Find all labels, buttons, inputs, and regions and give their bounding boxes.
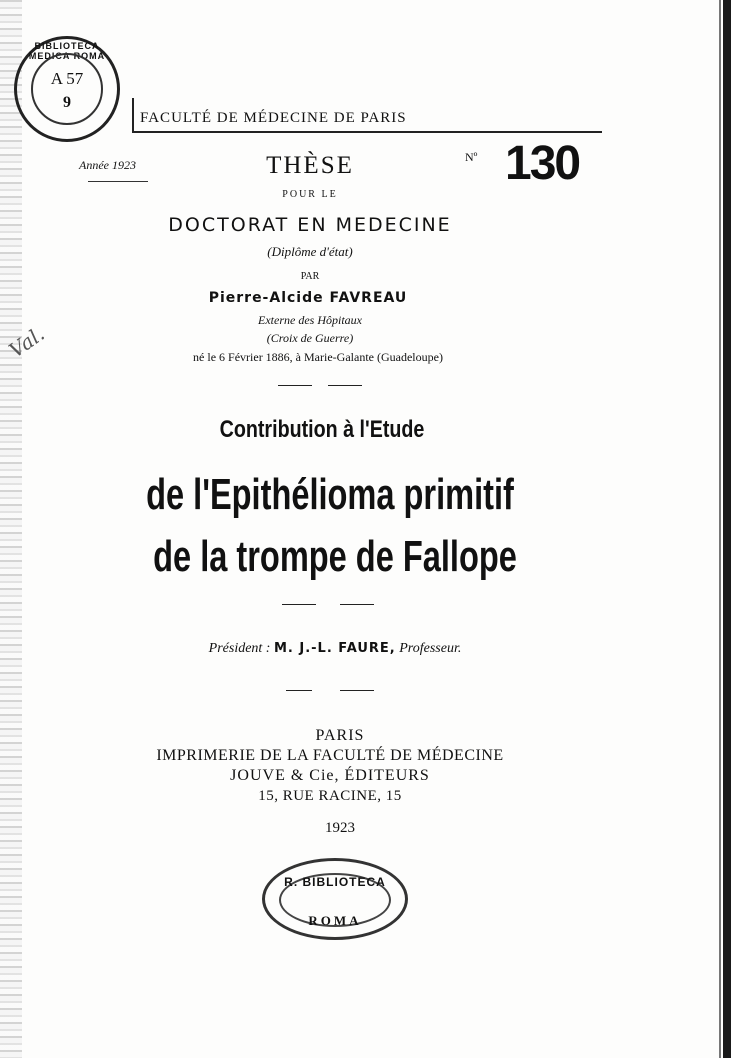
stamp-ring-text: BIBLIOTECA MEDICA ROMA (28, 41, 106, 61)
degree-title: DOCTORAT EN MEDECINE (168, 214, 452, 236)
degree-subtitle: (Diplôme d'état) (267, 244, 353, 259)
president-name: M. J.-L. FAURE, (273, 641, 396, 656)
thesis-number: 130 (505, 137, 580, 190)
stamp-city: ROMA (308, 913, 362, 928)
president-role: Professeur. (399, 641, 462, 656)
publisher-printer: IMPRIMERIE DE LA FACULTÉ DE MÉDECINE (156, 747, 504, 764)
library-stamp-top (14, 36, 120, 142)
author-birth: né le 6 Février 1886, à Marie-Galante (Guadeloupe) (193, 350, 443, 364)
stamp-inner-ring (31, 53, 103, 125)
these-heading: THÈSE (266, 152, 354, 179)
stamp-ring-text: R. BIBLIOTECA (284, 875, 386, 889)
president-label: Président : (208, 641, 271, 656)
separator-dash (340, 604, 374, 605)
library-stamp-bottom (262, 858, 408, 940)
page-edge-right (723, 0, 731, 1058)
publisher-editors: JOUVE & Cie, ÉDITEURS (230, 767, 430, 784)
handwritten-marginalia: Val. (4, 321, 49, 363)
separator-dash (282, 604, 316, 605)
faculty-heading: FACULTÉ DE MÉDECINE DE PARIS (140, 110, 407, 126)
pour-le: POUR LE (282, 189, 338, 200)
faculty-rule (132, 131, 602, 133)
separator-dash (278, 385, 312, 386)
publication-year: 1923 (325, 820, 355, 836)
number-label: Nº (465, 150, 478, 164)
president-line (0, 641, 685, 657)
publisher-address: 15, RUE RACINE, 15 (258, 788, 402, 804)
separator-dash (286, 690, 312, 691)
author-name: Pierre-Alcide FAVREAU (208, 290, 408, 306)
separator-dash (340, 690, 374, 691)
year-rule (88, 181, 148, 182)
title-intro: Contribution à l'Etude (219, 416, 425, 443)
par-label: PAR (300, 271, 320, 282)
author-position: Externe des Hôpitaux (258, 313, 362, 327)
page-edge-line (719, 0, 721, 1058)
stamp-shelfmark: A 57 (50, 69, 84, 88)
author-distinction: (Croix de Guerre) (266, 331, 354, 345)
faculty-rule-vertical (132, 98, 134, 133)
publisher-city: PARIS (315, 727, 365, 744)
separator-dash (328, 385, 362, 386)
year-label: Année 1923 (79, 158, 136, 172)
title-line-2: de la trompe de Fallope (153, 532, 517, 581)
stamp-shelf-number: 9 (63, 94, 71, 111)
title-line-1: de l'Epithélioma primitif (146, 470, 514, 519)
